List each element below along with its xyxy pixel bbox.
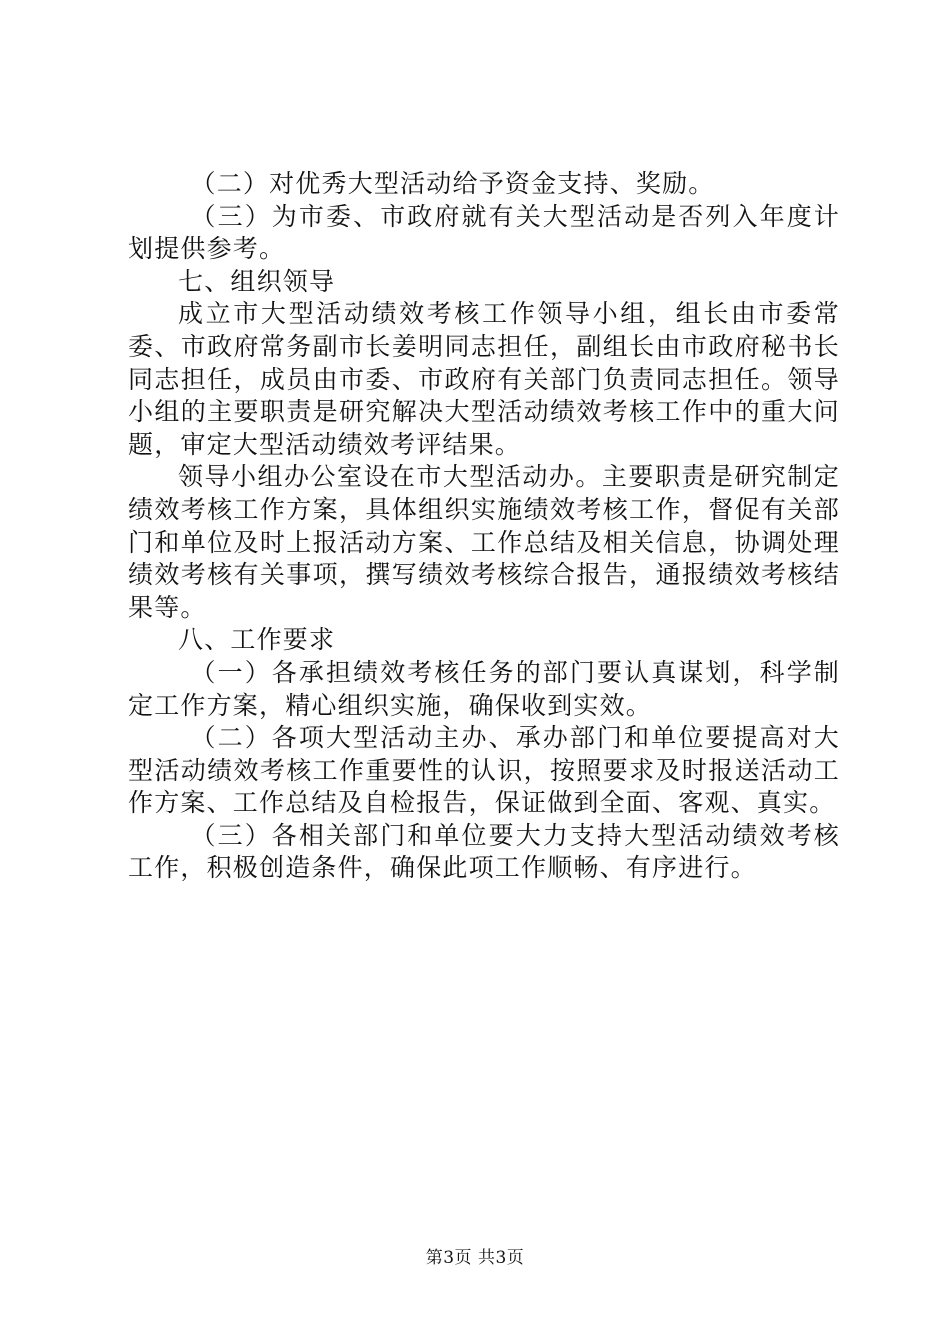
page-footer: [0, 1243, 950, 1268]
paragraph-requirement-3: （三）各相关部门和单位要大力支持大型活动绩效考核工作，积极创造条件，确保此项工作顺畅、有序进行。: [128, 820, 840, 883]
section-heading-requirements: 八、工作要求: [178, 625, 336, 655]
paragraph-requirement-2: （二）各项大型活动主办、承办部门和单位要提高对大型活动绩效考核工作重要性的认识，按照要求及时报送活动工作方案、工作总结及自检报告，保证做到全面、客观、真实。: [128, 723, 840, 818]
paragraph-group-office: 领导小组办公室设在市大型活动办。主要职责是研究制定绩效考核工作方案，具体组织实施绩效考核工作，督促有关部门和单位及时上报活动方案、工作总结及相关信息，协调处理绩效考核有关事项，撰写绩效考核综合报告，通报绩效考核结果等。: [128, 462, 840, 622]
paragraph-requirement-1: （一）各承担绩效考核任务的部门要认真谋划，科学制定工作方案，精心组织实施，确保收到实效。: [128, 657, 840, 720]
page-number-label: 第3页 共3页: [425, 1248, 525, 1268]
paragraph-leading-group: 成立市大型活动绩效考核工作领导小组，组长由市委常委、市政府常务副市长姜明同志担任，副组长由市政府秘书长同志担任，成员由市委、市政府有关部门负责同志担任。领导小组的主要职责是研究解决大型活动绩效考核工作中的重大问题，审定大型活动绩效考评结果。: [128, 299, 840, 459]
section-heading-organization: 七、组织领导: [178, 266, 336, 296]
paragraph-funding-support: （二）对优秀大型活动给予资金支持、奖励。: [190, 169, 715, 198]
paragraph-annual-plan-reference: （三）为市委、市政府就有关大型活动是否列入年度计划提供参考。: [128, 201, 840, 264]
document-body: [128, 168, 840, 885]
